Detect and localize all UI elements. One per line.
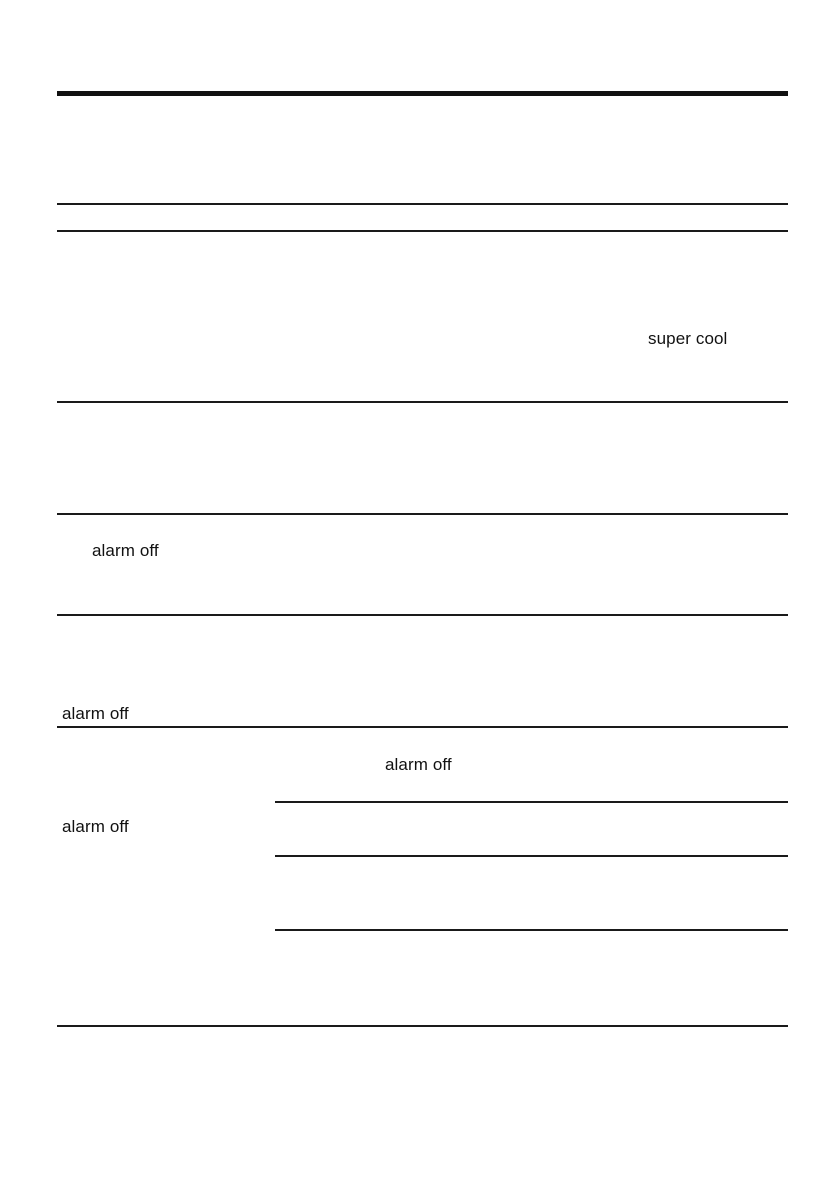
sub-row-divider-2 [275,855,788,857]
alarm-off-label-row-3: alarm off [92,541,159,560]
sub-row-divider-1 [275,801,788,803]
top-header-rule [57,91,788,96]
alarm-off-label-row-5: alarm off [62,817,129,836]
sub-row-divider-3 [275,929,788,931]
alarm-off-label-row-4: alarm off [62,704,129,723]
table-header-bottom-rule [57,230,788,232]
super-cool-label: super cool [648,329,728,348]
table-header-top-rule [57,203,788,205]
row-divider-4 [57,726,788,728]
row-divider-1 [57,401,788,403]
alarm-off-label-subrow-1: alarm off [385,755,452,774]
table-bottom-rule [57,1025,788,1027]
row-divider-3 [57,614,788,616]
row-divider-2 [57,513,788,515]
